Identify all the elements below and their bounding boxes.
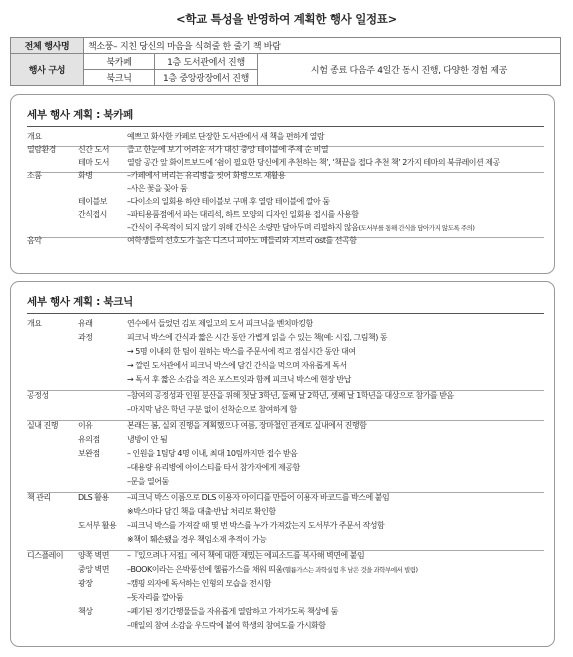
- item-subcategory: 과정: [78, 333, 93, 342]
- item-note: (헬륨가스는 과학실험 후 남은 것을 과학부에서 빌림): [282, 566, 418, 574]
- divider: [27, 172, 544, 173]
- summary-row-composition-a: [11, 54, 561, 70]
- item-subcategory: 신간 도서: [78, 145, 109, 154]
- summary-booknic-name: 북크닉: [84, 70, 155, 86]
- item-subcategory: 중앙 벽면: [78, 565, 109, 574]
- item-text: ※박스마다 담긴 책을 대출·반납 처리로 확인함: [127, 507, 276, 516]
- item-text: –폐기된 정기간행물들을 자유롭게 열람하고 가져가도록 책상에 둠: [127, 607, 338, 616]
- divider: [27, 313, 544, 314]
- item-category: 열람환경: [27, 145, 56, 154]
- page-title: <학교 특성을 반영하여 계획한 행사 일정표>: [176, 12, 397, 26]
- item-text: –『있으려나 서점』에서 책에 대한 재밌는 에피소드를 복사해 벽면에 붙임: [127, 551, 365, 560]
- item-text: –마지막 남은 학년 구분 없이 선착순으로 참여하게 함: [127, 405, 297, 414]
- item-subcategory: 양쪽 벽면: [78, 551, 109, 560]
- item-text: → 독서 후 짧은 소감을 적은 포스트잇과 함께 피크닉 박스에 현장 반납: [127, 375, 351, 384]
- summary-row-event-name: [11, 38, 561, 54]
- summary-bookcafe-place: 1층 도서관에서 진행: [155, 54, 258, 70]
- item-subcategory: 유의점: [78, 435, 100, 444]
- item-subcategory: 도서부 활용: [78, 521, 117, 530]
- item-text: 본래는 봄, 실외 진행을 계획했으나 여름, 장마철인 관계로 실내에서 진행함: [127, 421, 367, 430]
- item-category: 공정성: [27, 391, 49, 400]
- item-category: 개요: [27, 132, 42, 141]
- item-subcategory: 테마 도서: [78, 158, 109, 167]
- summary-head-event-name: 전체 행사명: [11, 38, 84, 54]
- item-text: → 깔린 도서관에서 피크닉 박스에 담긴 간식을 먹으며 자유롭게 독서: [127, 361, 347, 370]
- booknic-heading: 세부 행사 계획 : 북크닉: [27, 296, 133, 308]
- item-text: –캠핑 의자에 독서하는 인형의 모습을 전시함: [127, 579, 271, 588]
- item-category: 책 관리: [27, 493, 51, 502]
- summary-booknic-place: 1층 중앙광장에서 진행: [155, 70, 258, 86]
- summary-schedule-note: 시험 종료 다음주 4일간 동시 진행, 다양한 경험 제공: [258, 54, 561, 86]
- item-text: –피크닉 박스를 가져갈 때 몇 번 박스를 누가 가져갔는지 도서부가 주문서 작성함: [127, 521, 385, 530]
- item-subcategory: 간식접시: [78, 210, 107, 219]
- item-text: 피크닉 박스에 간식과 짧은 시간 동안 가볍게 읽을 수 있는 책(예: 시집, 그림책) 동: [127, 333, 388, 342]
- item-text: –다이소의 일회용 하얀 테이블보 구매 후 열람 테이블에 깔아 둠: [127, 197, 330, 206]
- item-subcategory: 책상: [78, 607, 93, 616]
- bookcafe-heading: 세부 행사 계획 : 북카페: [27, 109, 133, 121]
- item-category: 음악: [27, 236, 42, 245]
- item-text: 연수에서 들었던 김포 제일고의 도서 피크닉을 벤치마킹함: [127, 319, 313, 328]
- item-text: – 인원을 1팀당 4명 이내, 최대 10팀까지만 접수 받음: [127, 449, 298, 458]
- item-subcategory: 보완점: [78, 449, 100, 458]
- item-text: –간식이 주목적이 되지 않기 위해 간식은 소량만 담아두며 리필하지 않음(도서부를 통해 간식을 담아가지 않도록 주의): [127, 223, 475, 232]
- item-text: –BOOK이라는 은박풍선에 헬륨가스를 채워 띄움(헬륨가스는 과학실험 후 남은 것을 과학부에서 빌림): [127, 565, 418, 574]
- item-subcategory: 화병: [78, 171, 93, 180]
- summary-head-composition: 행사 구성: [11, 54, 84, 86]
- item-text: –매일의 참여 소감을 우드락에 붙여 학생의 참여도를 가시화함: [127, 621, 326, 630]
- item-text: 열람 공간 앞 화이트보드에 ‘쉼이 필요한 당신에게 추천하는 책’, ‘책끝을 접다 추천 책’ 2가지 테마의 북큐레이션 제공: [127, 158, 500, 167]
- summary-event-name: 책소풍– 지친 당신의 마음을 식혀줄 한 줄기 책 바람: [84, 38, 561, 54]
- booknic-section: [10, 281, 555, 647]
- item-subcategory: 유래: [78, 319, 93, 328]
- item-text: –카페에서 버리는 유리병을 씻어 화병으로 재활용: [127, 171, 286, 180]
- item-subcategory: 이유: [78, 421, 93, 430]
- item-category: 개요: [27, 319, 42, 328]
- item-text: ※책이 훼손됐을 경우 책임소재 추적이 가능: [127, 535, 267, 544]
- item-text: 냉방이 안 됨: [127, 435, 168, 444]
- item-subcategory: DLS 활용: [78, 493, 109, 502]
- item-text: 즐고 한눈에 보기 어려운 서가 대신 중앙 테이블에 주제 순 비열: [127, 145, 329, 154]
- item-text: –사은 꽃을 꽂아 둠: [127, 184, 188, 193]
- bookcafe-section: [10, 94, 555, 274]
- item-text: → 5명 이내의 한 팀이 원하는 박스를 주문서에 적고 점심시간 동안 대여: [127, 347, 356, 356]
- item-category: 디스플레이: [27, 551, 64, 560]
- item-note: (도서부를 통해 간식을 담아가지 않도록 주의): [358, 224, 475, 232]
- summary-bookcafe-name: 북카페: [84, 54, 155, 70]
- summary-table: [10, 37, 561, 86]
- item-text: –참여의 공정성과 인원 분산을 위해 첫날 3학년, 둘째 날 2학년, 셋째 날 1학년을 대상으로 참가를 받음: [127, 391, 454, 400]
- item-text: –문을 열어둠: [127, 477, 169, 486]
- item-text: –파티용품점에서 파는 대리석, 하트 모양의 디자인 일회용 접시를 사용함: [127, 210, 359, 219]
- item-text: –돗자리를 깔아둠: [127, 593, 184, 602]
- item-category: 소품: [27, 171, 42, 180]
- item-text: 여학생들의 선호도가 높은 디즈니 피아노 메들리와 지브리 ost를 선곡함: [127, 236, 357, 245]
- item-subcategory: 광장: [78, 579, 93, 588]
- item-text: 예쁘고 화사한 카페로 단장한 도서관에서 새 책을 편하게 열람: [127, 132, 325, 141]
- item-text: –피크닉 박스 이름으로 DLS 이용자 아이디를 만들어 이용자 바코드를 박스에 붙임: [127, 493, 390, 502]
- item-category: 실내 진행: [27, 421, 58, 430]
- item-subcategory: 테이블보: [78, 197, 107, 206]
- item-text: –대용량 유리병에 아이스티를 타서 참가자에게 제공함: [127, 463, 300, 472]
- divider: [27, 126, 544, 127]
